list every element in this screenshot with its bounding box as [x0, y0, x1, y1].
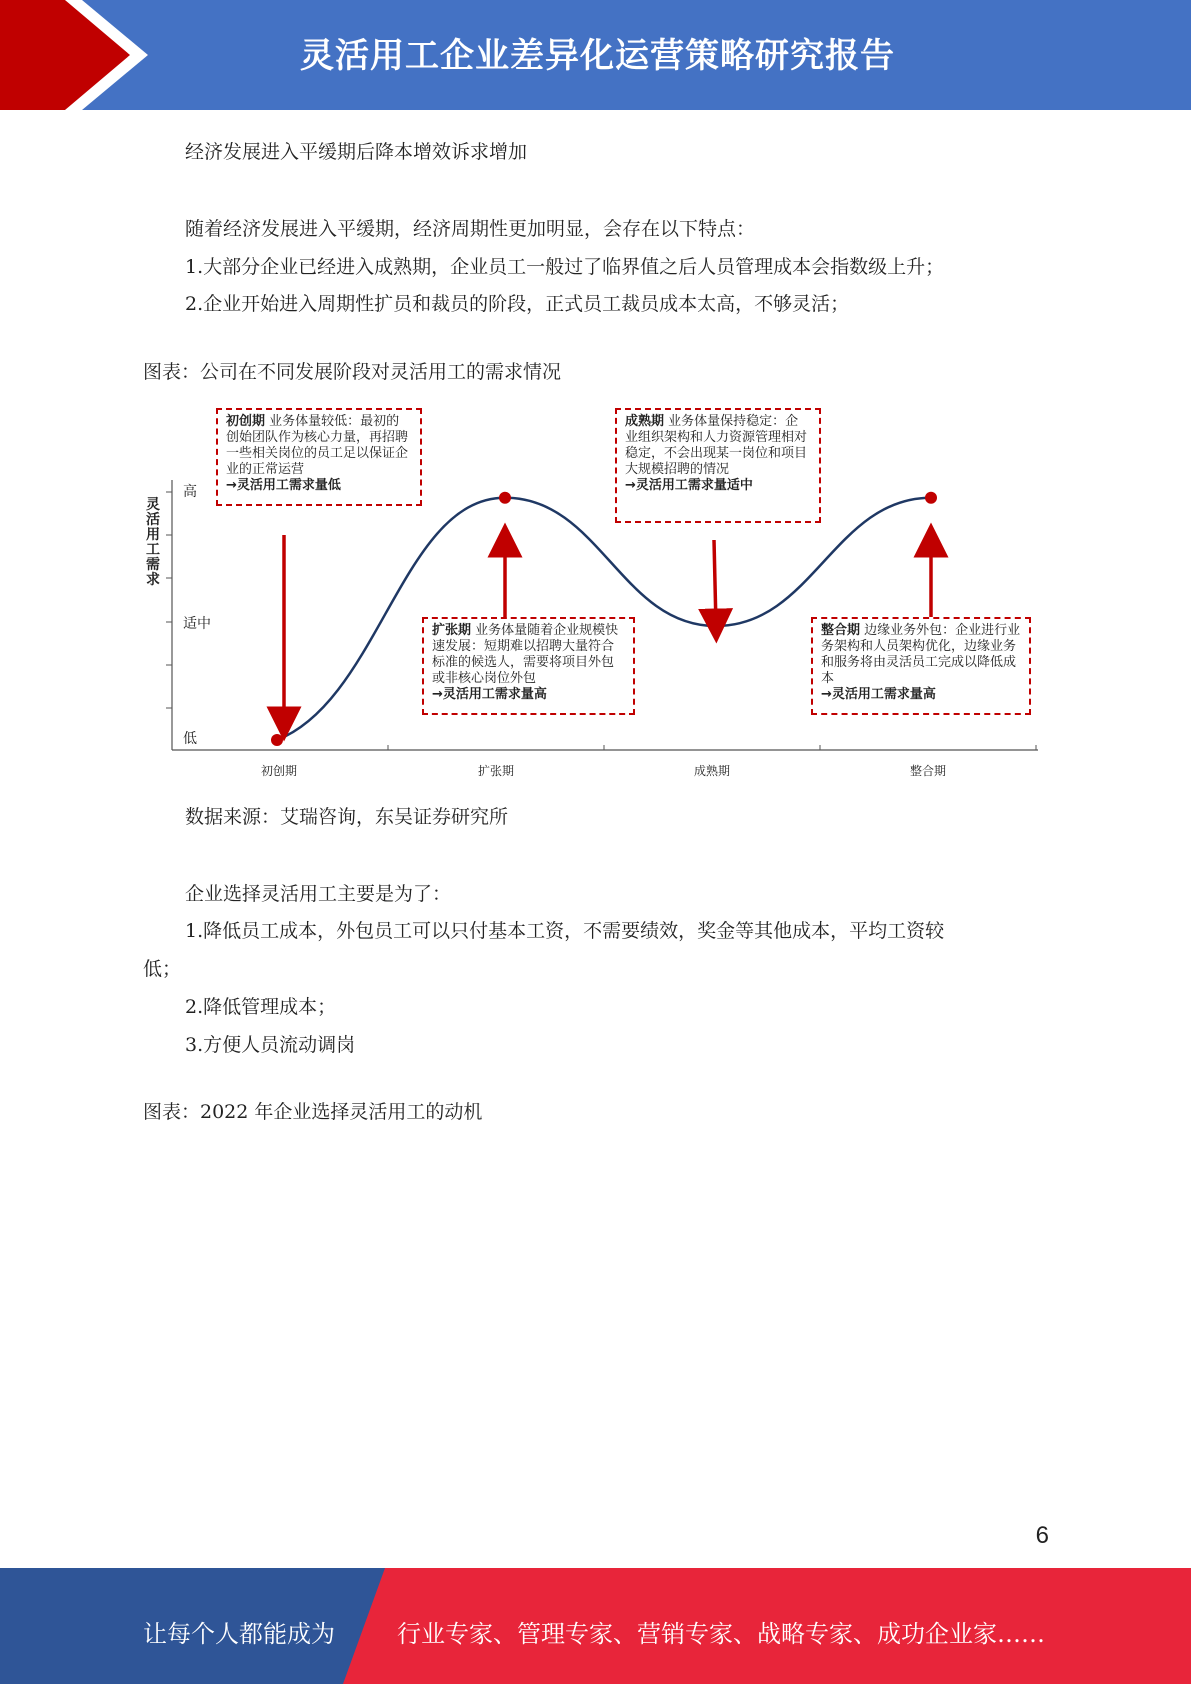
x-tick-label: 整合期: [909, 764, 946, 778]
annotation-integration: [811, 617, 1031, 715]
footer-slogan-left: 让每个人都能成为: [143, 1620, 335, 1648]
data-source: 数据来源：艾瑞咨询，东吴证券研究所: [185, 806, 509, 828]
y-axis-label: 灵活用工需求: [146, 497, 160, 588]
annotation-conclusion: →灵活用工需求量高: [821, 687, 936, 702]
list-item: 2.企业开始进入周期性扩员和裁员的阶段，正式员工裁员成本太高，不够灵活；: [185, 293, 850, 315]
list-item: 1.降低员工成本，外包员工可以只付基本工资，不需要绩效，奖金等其他成本，平均工资较: [185, 920, 945, 942]
page-number: 6: [1035, 1522, 1049, 1549]
footer-slogan-right: 行业专家、管理专家、营销专家、战略专家、成功企业家……: [397, 1620, 1045, 1648]
report-title: 灵活用工企业差异化运营策略研究报告: [300, 36, 895, 76]
annotation-text: 业务体量保持稳定：企业组织架构和人力资源管理相对稳定，不会出现某一岗位和项目大规模招聘的情况: [625, 414, 808, 477]
y-tick-label: 低: [183, 731, 197, 747]
list-item: 3.方便人员流动调岗: [185, 1034, 356, 1056]
annotation-conclusion: →灵活用工需求量高: [432, 687, 547, 702]
x-tick-label: 初创期: [260, 764, 297, 778]
y-tick-label: 高: [183, 484, 197, 500]
annotation-startup: [216, 408, 422, 506]
annotation-title: 初创期: [226, 414, 266, 429]
annotation-text: 边缘业务外包：企业进行业务架构和人员架构优化，边缘业务和服务将由灵活员工完成以降低成本: [821, 623, 1021, 686]
y-tick-label: 适中: [183, 616, 211, 632]
annotation-arrow: [714, 540, 716, 626]
section-heading: 经济发展进入平缓期后降本增效诉求增加: [185, 141, 528, 163]
figure-caption: 图表：公司在不同发展阶段对灵活用工的需求情况: [143, 361, 562, 383]
paragraph-reasons: 企业选择灵活用工主要是为了：: [185, 883, 452, 905]
annotation-mature: [615, 408, 821, 523]
list-item: 1.大部分企业已经进入成熟期，企业员工一般过了临界值之后人员管理成本会指数级上升；: [185, 256, 945, 278]
annotation-text: 业务体量随着企业规模快速发展：短期难以招聘大量符合标准的候选人，需要将项目外包或非核心岗位外包: [432, 623, 619, 686]
annotation-title: 整合期: [821, 623, 861, 638]
data-point: [499, 492, 511, 504]
annotation-expansion: [422, 617, 635, 715]
list-item: 2.降低管理成本；: [185, 996, 337, 1018]
annotation-text: 业务体量较低：最初的创始团队作为核心力量，再招聘一些相关岗位的员工足以保证企业的正常运营: [226, 414, 409, 477]
x-tick-label: 扩张期: [477, 764, 514, 778]
annotation-title: 扩张期: [432, 623, 472, 638]
paragraph-intro: 随着经济发展进入平缓期，经济周期性更加明显，会存在以下特点：: [185, 218, 756, 240]
data-point: [271, 734, 283, 746]
annotation-conclusion: →灵活用工需求量低: [226, 478, 341, 493]
figure-caption: 图表：2022 年企业选择灵活用工的动机: [143, 1101, 483, 1123]
x-tick-label: 成熟期: [693, 764, 730, 778]
data-point: [925, 492, 937, 504]
list-item-continuation: 低；: [143, 958, 182, 980]
annotation-conclusion: →灵活用工需求量适中: [625, 478, 753, 493]
data-point: [710, 620, 722, 632]
annotation-title: 成熟期: [625, 414, 665, 429]
